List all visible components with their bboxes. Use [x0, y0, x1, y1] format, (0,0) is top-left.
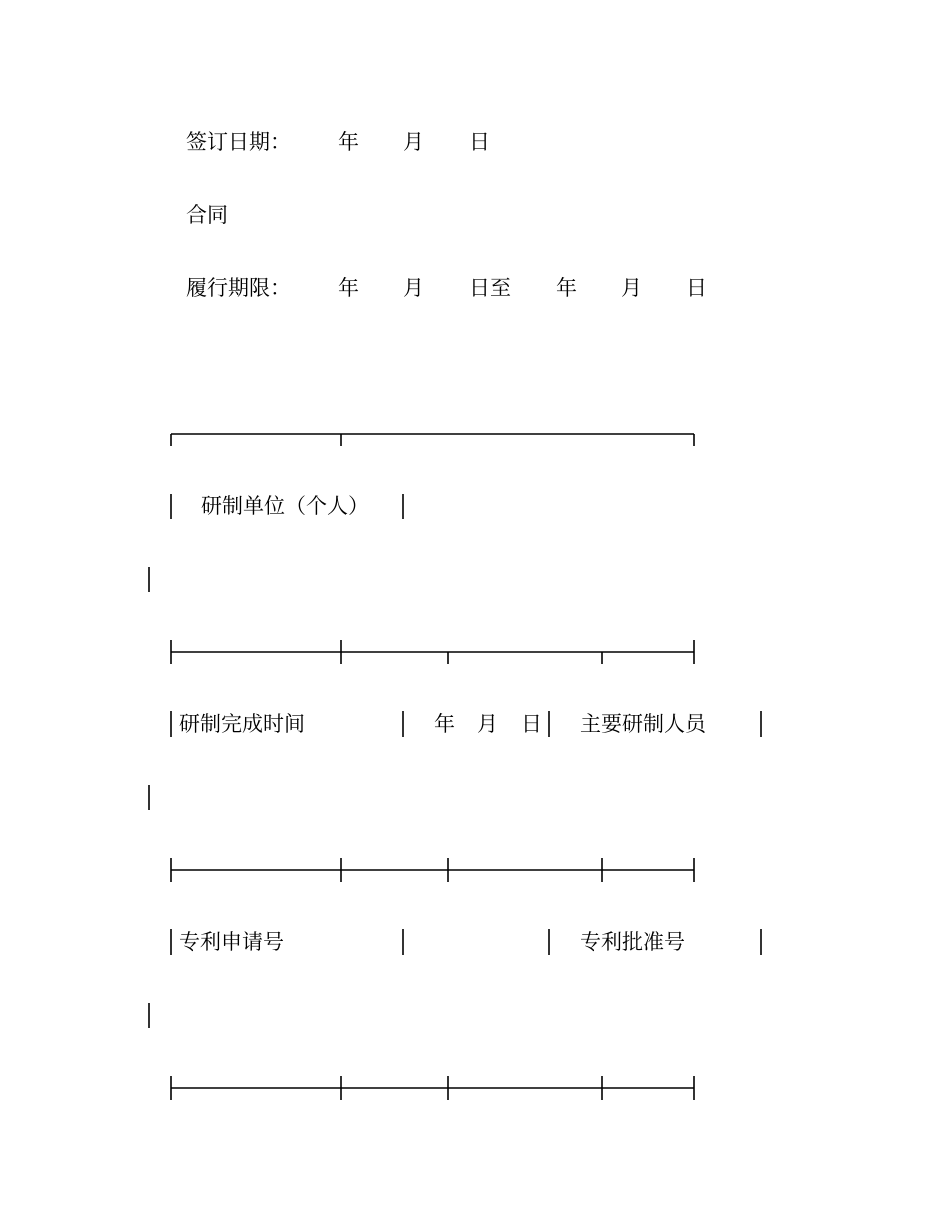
contract-label: 合同: [186, 203, 228, 227]
completion-time-label: 研制完成时间: [179, 712, 305, 736]
sign-date-day: 日: [469, 130, 490, 154]
term-year-end: 年: [556, 276, 577, 300]
sign-date-label: 签订日期：: [186, 130, 291, 154]
developer-label: 研制单位（个人）: [201, 494, 369, 518]
term-month-end: 月: [621, 276, 642, 300]
sign-date-month: 月: [403, 130, 424, 154]
patent-approval-label: 专利批准号: [580, 930, 685, 954]
completion-year: 年: [434, 712, 455, 736]
term-day-to: 日至: [469, 276, 511, 300]
completion-month: 月: [477, 712, 498, 736]
term-year-start: 年: [338, 276, 359, 300]
sign-date-year: 年: [338, 130, 359, 154]
completion-day: 日: [521, 712, 542, 736]
term-day-end: 日: [686, 276, 707, 300]
term-month-start: 月: [403, 276, 424, 300]
main-developers-label: 主要研制人员: [580, 712, 706, 736]
patent-application-label: 专利申请号: [179, 930, 284, 954]
term-label: 履行期限：: [186, 276, 291, 300]
